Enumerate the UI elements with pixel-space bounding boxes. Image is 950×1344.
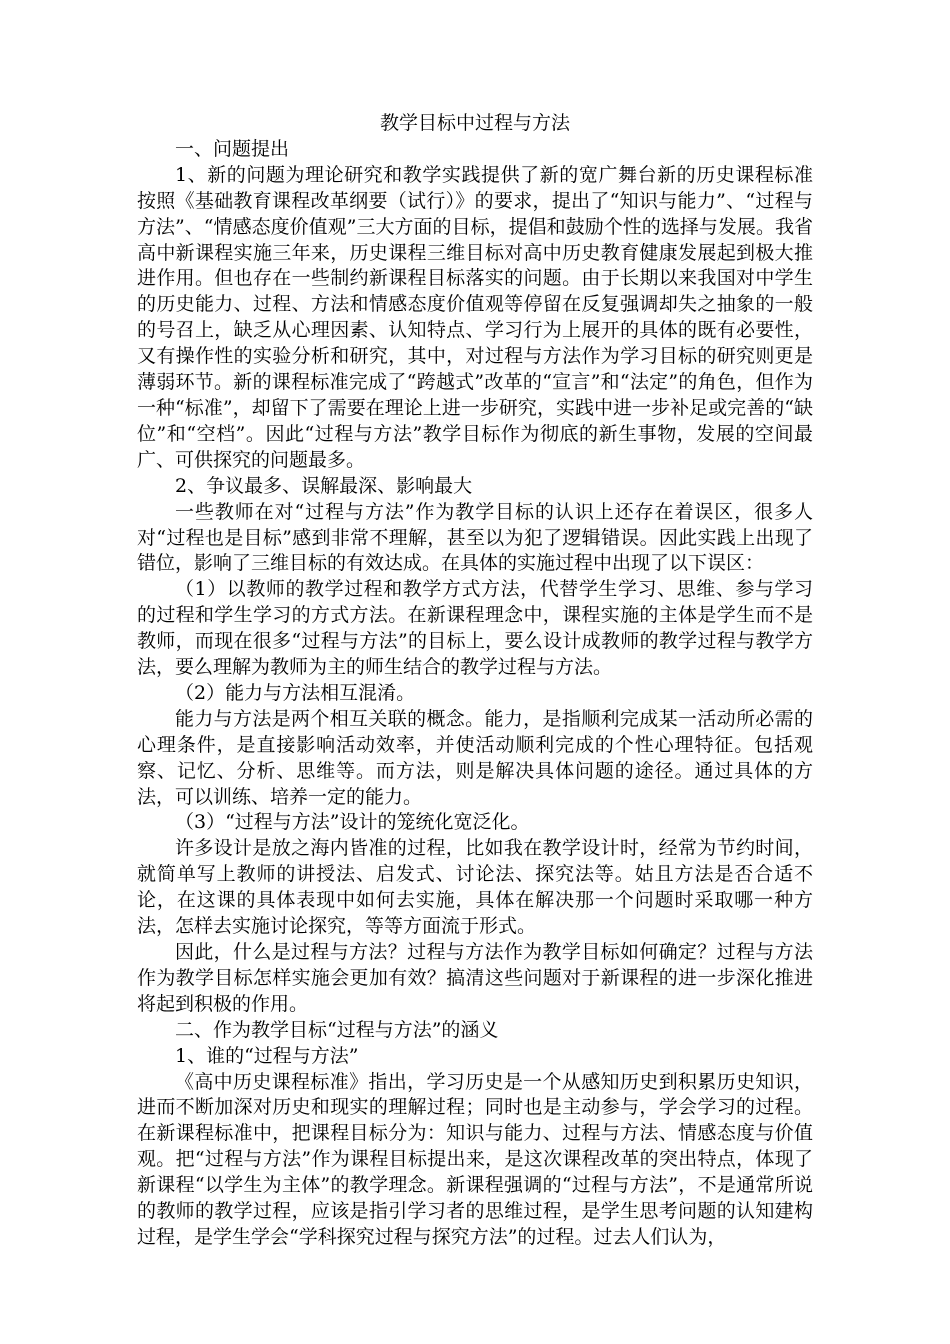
section-heading: （3）“过程与方法”设计的笼统化宽泛化。 [175,811,530,834]
document-page [137,111,813,1251]
document-title: 教学目标中过程与方法 [379,112,570,134]
paragraph: 一些教师在对“过程与方法”作为教学目标的认识上还存在着误区，很多人对“过程也是目标”感到非常不理解，甚至以为犯了逻辑错误。因此实践上出现了错位，影响了三维目标的有效达成。在具体的实施过程中出现了以下误区： [137,500,813,575]
section-heading: （2）能力与方法相互混淆。 [175,681,416,704]
paragraph: 因此，什么是过程与方法？过程与方法作为教学目标如何确定？过程与方法作为教学目标怎样实施会更加有效？搞清这些问题对于新课程的进一步深化推进将起到积极的作用。 [137,941,813,1015]
section-heading: 一、问题提出 [175,137,290,160]
paragraph: 能力与方法是两个相互关联的概念。能力，是指顺利完成某一活动所必需的心理条件，是直接影响活动效率，并使活动顺利完成的个性心理特征。包括观察、记忆、分析、思维等。而方法，则是解决具体问题的途径。通过具体的方法，可以训练、培养一定的能力。 [137,707,813,808]
paragraph: 1、新的问题为理论研究和教学实践提供了新的宽广舞台新的历史课程标准按照《基础教育课程改革纲要（试行）》的要求，提出了“知识与能力”、“过程与方法”、“情感态度价值观”三大方面的目标，提倡和鼓励个性的选择与发展。我省高中新课程实施三年来，历史课程三维目标对高中历史教育健康发展起到极大推进作用。但也存在一些制约新课程目标落实的问题。由于长期以来我国对中学生的历史能力、过程、方法和情感态度价值观等停留在反复强调却失之抽象的一般的号召上，缺乏从心理因素、认知特点、学习行为上展开的具体的既有必要性，又有操作性的实验分析和研究，其中，对过程与方法作为学习目标的研究则更是薄弱环节。新的课程标准完成了“跨越式”改革的“宣言”和“法定”的角色，但作为一种“标准”，却留下了需要在理论上进一步研究，实践中进一步补足或完善的“缺位”和“空档”。因此“过程与方法”教学目标作为彻底的新生事物，发展的空间最广、可供探究的问题最多。 [137,163,813,471]
paragraph: （1）以教师的教学过程和教学方式方法，代替学生学习、思维、参与学习的过程和学生学习的方式方法。在新课程理念中，课程实施的主体是学生而不是教师，而现在很多“过程与方法”的目标上，要么设计成教师的教学过程与教学方法，要么理解为教师为主的师生结合的教学过程与方法。 [137,578,813,679]
section-heading: 二、作为教学目标“过程与方法”的涵义 [175,1018,499,1041]
section-heading: 1、谁的“过程与方法” [175,1044,359,1067]
section-heading: 2、争议最多、误解最深、影响最大 [175,474,473,497]
paragraph: 许多设计是放之海内皆准的过程，比如我在教学设计时，经常为节约时间，就简单写上教师的讲授法、启发式、讨论法、探究法等。姑且方法是否合适不论，在这课的具体表现中如何去实施，具体在解决那一个问题时采取哪一种方法，怎样去实施讨论探究，等等方面流于形式。 [137,837,813,938]
paragraph: 《高中历史课程标准》指出，学习历史是一个从感知历史到积累历史知识，进而不断加深对历史和现实的理解过程；同时也是主动参与，学会学习的过程。在新课程标准中，把课程目标分为：知识与能力、过程与方法、情感态度与价值观。把“过程与方法”作为课程目标提出来，是这次课程改革的突出特点，体现了新课程“以学生为主体”的教学理念。新课程强调的“过程与方法”，不是通常所说的教师的教学过程，应该是指引学习者的思维过程，是学生思考问题的认知建构过程，是学生学会“学科探究过程与探究方法”的过程。过去人们认为， [137,1070,813,1248]
document-body [137,137,813,1251]
